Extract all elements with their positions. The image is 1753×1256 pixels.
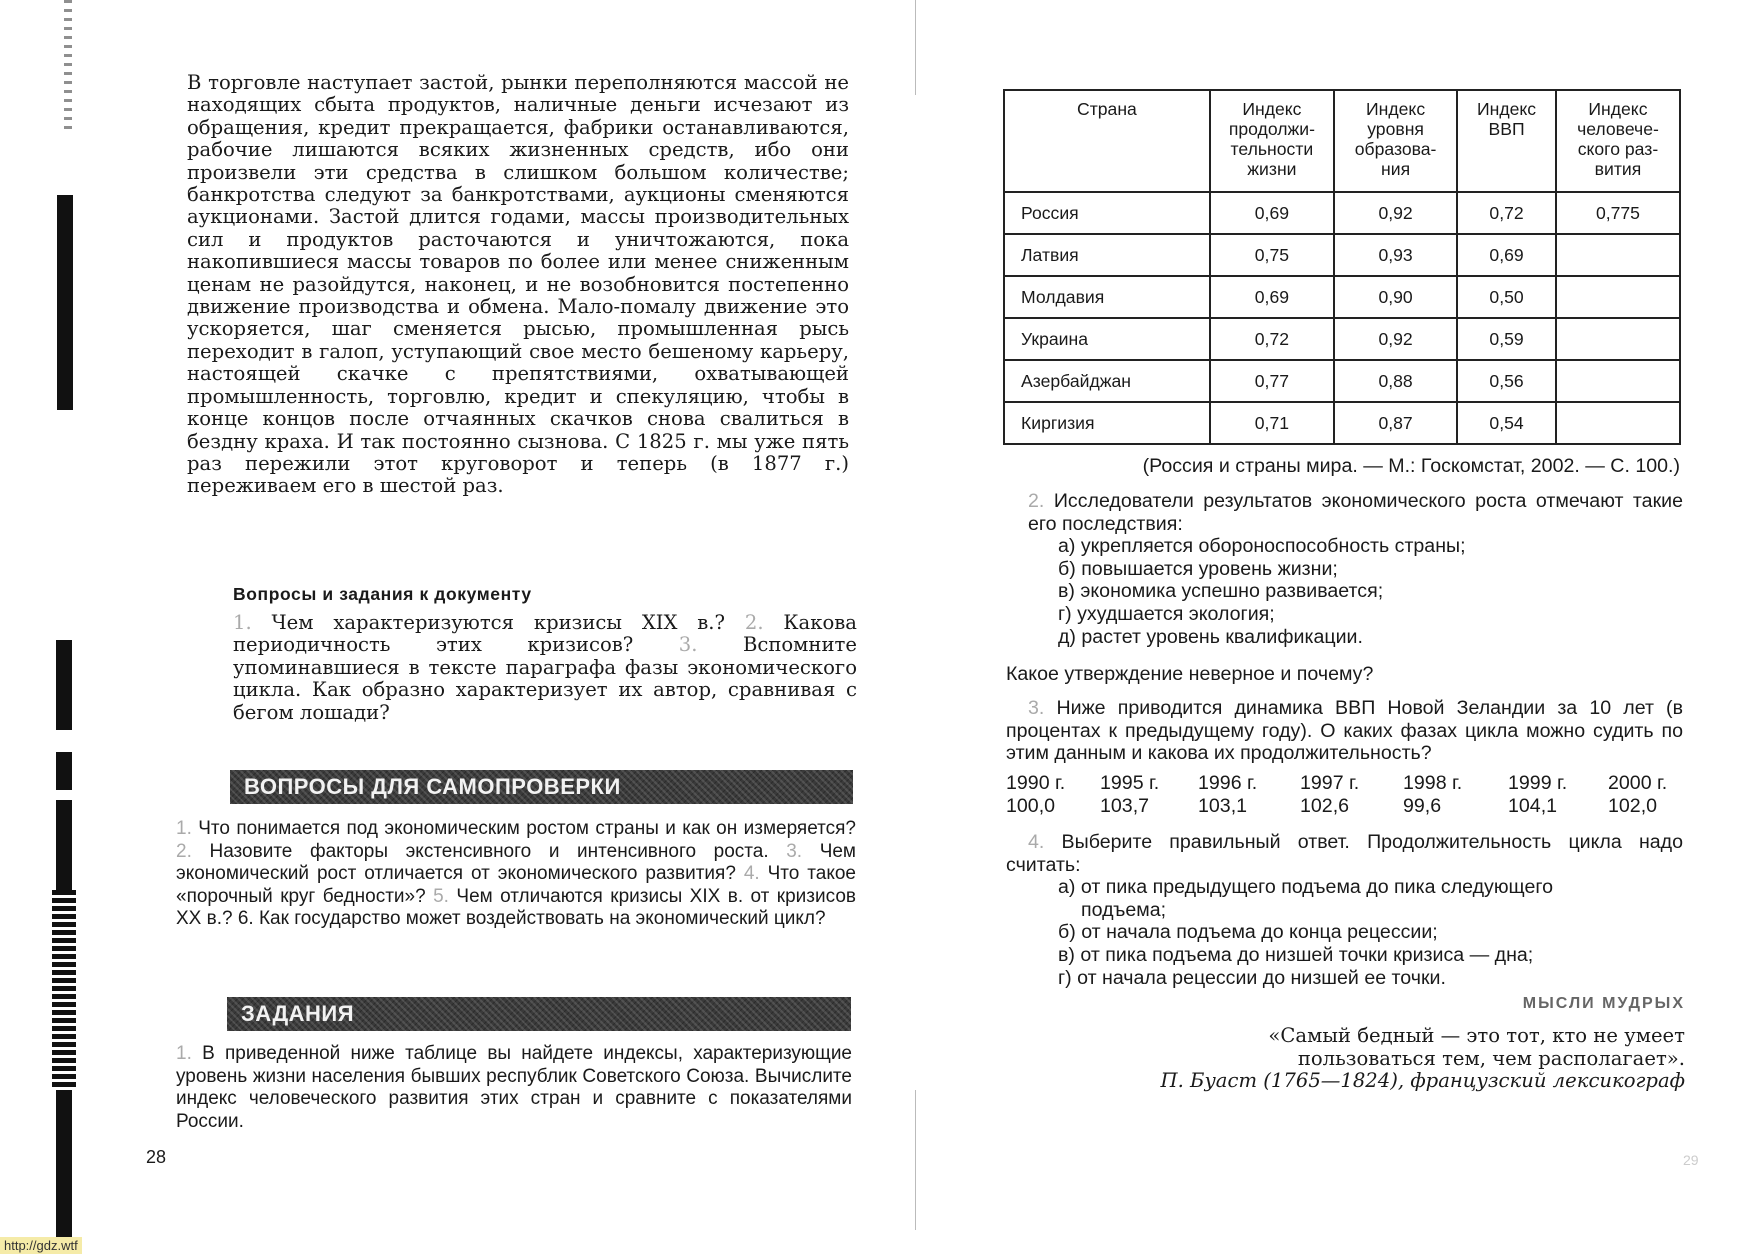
header-country: Страна (1004, 90, 1210, 192)
scan-speckle (64, 0, 72, 130)
gdp-year: 1990 г. (1006, 772, 1066, 794)
task-number: 2. (1028, 490, 1045, 512)
cell-value: 0,72 (1457, 192, 1556, 234)
table-row (1004, 360, 1680, 402)
scan-spine-gap (52, 790, 78, 800)
task-number: 1. (176, 1043, 192, 1064)
gdp-value: 100,0 (1006, 794, 1056, 817)
question-number: 4. (743, 863, 760, 885)
option-item: а) укрепляется обороноспособность страны; (1058, 535, 1466, 558)
quote-line: пользоваться тем, чем располагает». (1297, 1046, 1685, 1070)
gdp-value: 103,1 (1198, 794, 1248, 817)
question-number: 2. (176, 840, 192, 862)
question-number: 3. (786, 840, 803, 862)
cell-value: 0,69 (1457, 234, 1556, 276)
cell-value: 0,69 (1210, 192, 1334, 234)
task-2-question: Какое утверждение неверное и почему? (1006, 663, 1374, 685)
table-header-row (1004, 90, 1680, 192)
cell-country: Киргизия (1004, 402, 1210, 444)
option-item: в) от пика подъема до низшей точки кризиса — дна; (1058, 943, 1534, 966)
table-row (1004, 402, 1680, 444)
page-number-right: 29 (1683, 1152, 1699, 1168)
task-text: Ниже приводится динамика ВВП Новой Зеландии за 10 лет (в процентах к предыдущему году). О каких фазах цикла можно судить по этим данным и какова их продолжительность? (1006, 697, 1683, 765)
cell-value: 0,72 (1210, 318, 1334, 360)
cell-country: Азербайджан (1004, 360, 1210, 402)
hdi-table (1003, 89, 1681, 445)
cell-value: 0,56 (1457, 360, 1556, 402)
option-item: б) повышается уровень жизни; (1058, 557, 1338, 580)
cell-value: 0,69 (1210, 276, 1334, 318)
gdp-value: 102,0 (1608, 794, 1658, 817)
task-2-options (1006, 535, 1683, 648)
cell-empty (1556, 360, 1680, 402)
task-2 (1006, 490, 1683, 648)
option-item: б) от начала подъема до конца рецессии; (1058, 921, 1438, 944)
question-number: 1. (233, 611, 252, 634)
gdp-years-row (1006, 772, 1686, 795)
task-3 (1006, 697, 1683, 765)
option-item: г) ухудшается экология; (1058, 602, 1275, 625)
table-source-citation: (Россия и страны мира. — М.: Госкомстат, 2002. — С. 100.) (1142, 455, 1680, 477)
gdp-year: 1996 г. (1198, 772, 1258, 794)
cell-country: Молдавия (1004, 276, 1210, 318)
question-text: Что понимается под экономическим ростом страны и как он измеряется? (191, 818, 856, 839)
question-number: 3. (678, 633, 698, 657)
selfcheck-questions (176, 818, 856, 931)
task-4 (1006, 831, 1683, 989)
page-number-left: 28 (146, 1147, 167, 1167)
question-text: Что такое «порочный круг бедности»? (176, 863, 856, 907)
question-text: Назовите факторы экстенсивного и интенсивного роста. (191, 840, 787, 862)
question-text: Как государство может воздействовать на экономический цикл? (253, 908, 826, 930)
quote-line: «Самый бедный — это тот, кто не умеет (1268, 1024, 1685, 1047)
task-text: Выберите правильный ответ. Продолжительность цикла надо считать: (1006, 831, 1683, 876)
header-life-expectancy-index: Индекс продолжи- тельности жизни (1210, 90, 1334, 192)
header-hdi: Индекс человече- ского раз- вития (1556, 90, 1680, 192)
task-text: В приведенной ниже таблице вы найдете индексы, характеризующие уровень жизни населения бывших республик Советского Союза. Вычислите индекс человеческого развития этих стран и сравните с показателями России. (176, 1043, 852, 1132)
table-row (1004, 192, 1680, 234)
gdp-dynamics (1006, 772, 1686, 817)
gdp-year: 2000 г. (1608, 772, 1668, 794)
question-number: 6. (237, 908, 254, 930)
cell-value: 0,93 (1334, 234, 1457, 276)
option-item: г) от начала рецессии до низшей ее точки. (1058, 966, 1446, 989)
question-number: 5. (433, 885, 449, 907)
cell-country: Латвия (1004, 234, 1210, 276)
quote-author: П. Буаст (1765—1824), французский лексикограф (1160, 1069, 1685, 1093)
scan-spine-gap (52, 730, 78, 752)
task-number: 3. (1028, 697, 1045, 719)
scan-edge-bar (57, 195, 73, 410)
gdp-year: 1997 г. (1300, 772, 1360, 794)
cell-empty (1556, 318, 1680, 360)
task-number: 4. (1028, 831, 1045, 853)
task-text: Исследователи результатов экономического роста отмечают такие его последствия: (1028, 490, 1683, 535)
doc-questions (233, 612, 857, 724)
table-row (1004, 318, 1680, 360)
question-number: 1. (176, 818, 192, 839)
cell-value: 0,54 (1457, 402, 1556, 444)
wise-quote (1080, 1025, 1685, 1093)
cell-empty (1556, 234, 1680, 276)
question-text: Чем отличаются кризисы XIX в. от кризисов XX в.? (176, 885, 856, 930)
option-item: а) от пика предыдущего подъема до пика следующего (1058, 876, 1553, 899)
cell-empty (1556, 402, 1680, 444)
question-text: Чем экономический рост отличается от экономического развития? (176, 840, 856, 885)
cell-country: Россия (1004, 192, 1210, 234)
question-text: Вспомните упоминавшиеся в тексте параграфа фазы экономического цикла. Как образно характеризует их автор, сравнивая с бегом лошади? (233, 633, 857, 724)
cell-value: 0,59 (1457, 318, 1556, 360)
table-row (1004, 234, 1680, 276)
watermark-link[interactable]: http://gdz.wtf (0, 1237, 82, 1254)
tasks-banner: ЗАДАНИЯ (227, 997, 851, 1031)
option-item: д) растет уровень квалификации. (1058, 625, 1363, 648)
table-row (1004, 276, 1680, 318)
page-fold-line (915, 0, 916, 95)
cell-value: 0,88 (1334, 360, 1457, 402)
header-gdp-index: Индекс ВВП (1457, 90, 1556, 192)
question-text: Чем характеризуются кризисы XIX в.? (251, 611, 745, 634)
cell-value: 0,90 (1334, 276, 1457, 318)
cell-value: 0,75 (1210, 234, 1334, 276)
cell-value: 0,92 (1334, 318, 1457, 360)
cell-value: 0,50 (1457, 276, 1556, 318)
gdp-value: 99,6 (1403, 794, 1442, 817)
wise-thoughts-heading: МЫСЛИ МУДРЫХ (1522, 995, 1685, 1012)
gdp-year: 1999 г. (1508, 772, 1568, 794)
gdp-values-row (1006, 795, 1686, 818)
option-item-continuation: подъема; (1081, 898, 1167, 921)
cell-value: 0,77 (1210, 360, 1334, 402)
gdp-year: 1995 г. (1100, 772, 1160, 794)
cell-value: 0,775 (1556, 192, 1680, 234)
doc-questions-heading: Вопросы и задания к документу (233, 584, 532, 604)
task-1 (176, 1043, 852, 1133)
cell-value: 0,92 (1334, 192, 1457, 234)
gdp-value: 102,6 (1300, 794, 1350, 817)
cell-value: 0,71 (1210, 402, 1334, 444)
document-excerpt: В торговле наступает застой, рынки переполняются массой не находящих сбыта продуктов, наличные деньги исчезают из обращения, кредит прекращается, фабрики останавливаются, рабочие лишаются всяких жизненных средств, ибо они произвели эти средства в слишком большом количестве; банкротства следуют за банкротствами, аукционы сменяются аукционами. Застой длится годами, массы производительных сил и продуктов расточаются и уничтожаются, пока накопившиеся массы товаров по более или менее сниженным ценам не разойдутся, наконец, и не возобновится постепенно движение производства и обмена. Мало-помалу движение это ускоряется, шаг сменяется рысью, промышленная рысь переходит в галоп, уступающий свое место бешеному карьеру, настоящей скачке с препятствиями, охватывающей промышленность, торговлю, кредит и спекуляцию, чтобы в конце концов после отчаянных скачков снова свалиться в бездну краха. И так постоянно сызнова. С 1825 г. мы уже пять раз пережили этот круговорот и теперь (в 1877 г.) переживаем его в шестой раз. (187, 71, 849, 498)
header-education-index: Индекс уровня образова- ния (1334, 90, 1457, 192)
question-number: 2. (744, 611, 764, 634)
gdp-value: 104,1 (1508, 794, 1558, 817)
option-item: в) экономика успешно развивается; (1058, 580, 1384, 603)
cell-country: Украина (1004, 318, 1210, 360)
gdp-year: 1998 г. (1403, 772, 1463, 794)
question-text: Какова периодичность этих кризисов? (233, 611, 857, 657)
cell-value: 0,87 (1334, 402, 1457, 444)
cell-empty (1556, 276, 1680, 318)
page-fold-line (915, 1090, 916, 1230)
selfcheck-banner: ВОПРОСЫ ДЛЯ САМОПРОВЕРКИ (230, 770, 853, 804)
gdp-value: 103,7 (1100, 794, 1150, 817)
